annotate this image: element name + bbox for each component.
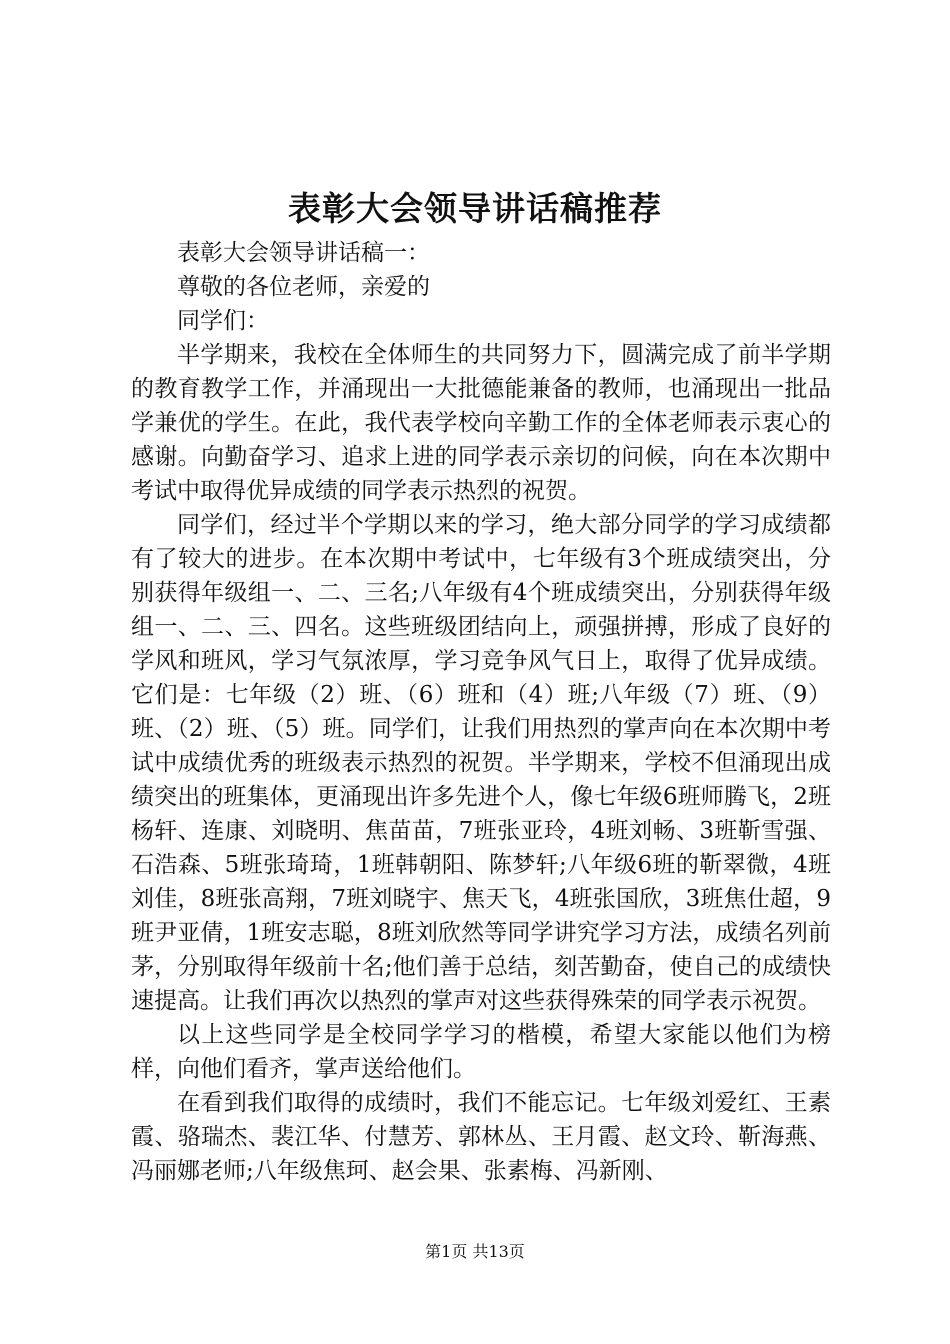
paragraph: 表彰大会领导讲话稿一： [177, 240, 430, 266]
paragraph: 同学们： [177, 308, 269, 334]
paragraph: 尊敬的各位老师，亲爱的 [177, 274, 430, 300]
document-title: 表彰大会领导讲话稿推荐 [288, 189, 662, 228]
paragraph: 半学期来，我校在全体师生的共同努力下，圆满完成了前半学期的教育教学工作，并涌现出一大批德能兼备的教师，也涌现出一批品学兼优的学生。在此，我代表学校向辛勤工作的全体老师表示衷心的感谢。向勤奋学习、追求上进的同学表示亲切的问候，向在本次期中考试中取得优异成绩的同学表示热烈的祝贺。 [131, 342, 831, 504]
paragraph: 以上这些同学是全校同学学习的楷模，希望大家能以他们为榜样，向他们看齐，掌声送给他们。 [131, 1022, 831, 1082]
paragraph: 在看到我们取得的成绩时，我们不能忘记。七年级刘爱红、王素霞、骆瑞杰、裴江华、付慧芳、郭林丛、王月霞、赵文玲、靳海燕、冯丽娜老师;八年级焦珂、赵会果、张素梅、冯新刚、 [131, 1090, 831, 1184]
page-footer: 第1页 共13页 [425, 1242, 525, 1261]
document-body [131, 236, 831, 1188]
paragraph: 同学们，经过半个学期以来的学习，绝大部分同学的学习成绩都有了较大的进步。在本次期中考试中，七年级有3个班成绩突出，分别获得年级组一、二、三名;八年级有4个班成绩突出，分别获得年级组一、二、三、四名。这些班级团结向上，顽强拼搏，形成了良好的学风和班风，学习气氛浓厚，学习竞争风气日上，取得了优异成绩。它们是：七年级（2）班、（6）班和（4）班;八年级（7）班、（9）班、（2）班、（5）班。同学们，让我们用热烈的掌声向在本次期中考试中成绩优秀的班级表示热烈的祝贺。半学期来，学校不但涌现出成绩突出的班集体，更涌现出许多先进个人，像七年级6班师腾飞，2班杨轩、连康、刘晓明、焦苗苗，7班张亚玲，4班刘畅、3班靳雪强、石浩森、5班张琦琦，1班韩朝阳、陈梦轩;八年级6班的靳翠微，4班刘佳，8班张高翔，7班刘晓宇、焦天飞，4班张国欣，3班焦仕超，9班尹亚倩，1班安志聪，8班刘欣然等同学讲究学习方法，成绩名列前茅，分别取得年级前十名;他们善于总结，刻苦勤奋，使自己的成绩快速提高。让我们再次以热烈的掌声对这些获得殊荣的同学表示祝贺。 [131, 512, 831, 1014]
